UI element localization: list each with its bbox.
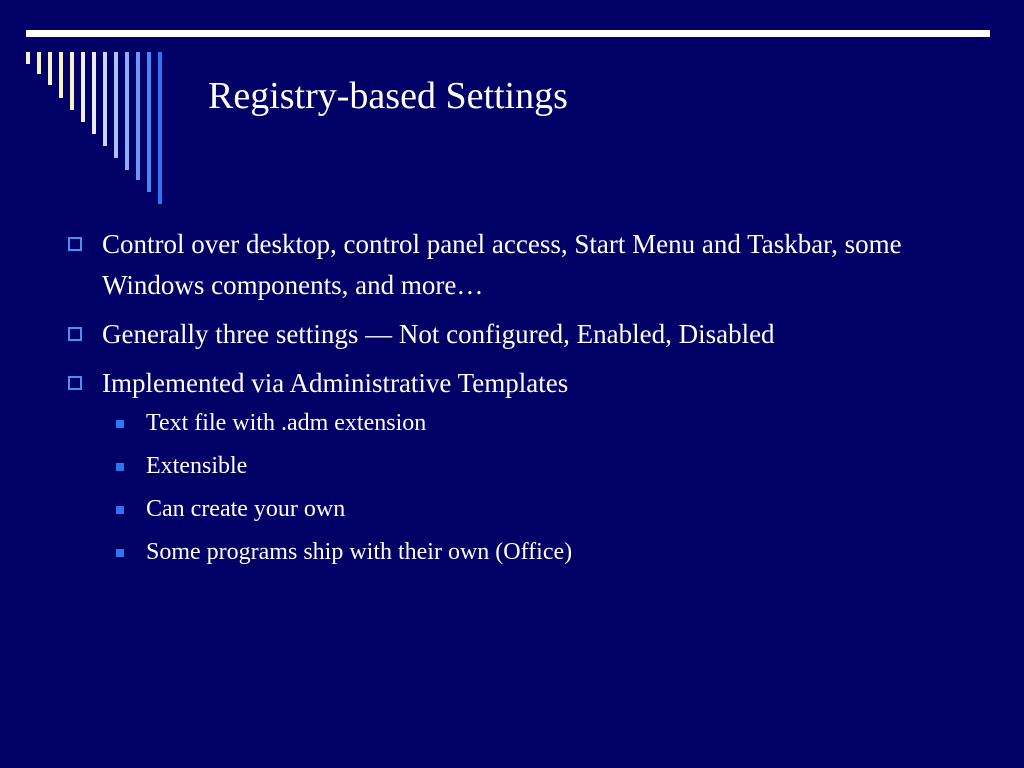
slide-title: Registry-based Settings (208, 75, 568, 117)
stripe (70, 52, 74, 110)
stripe (48, 52, 52, 85)
stripe (81, 52, 85, 122)
bullet-text: Generally three settings — Not configured, Enabled, Disabled (102, 319, 775, 349)
hollow-square-bullet-icon (68, 376, 82, 390)
stripe (37, 52, 41, 74)
sub-bullet-text: Some programs ship with their own (Office) (146, 539, 573, 565)
stripe (26, 52, 30, 64)
stripe (158, 52, 162, 204)
sub-bullet-text: Can create your own (146, 496, 346, 522)
stripe (103, 52, 107, 146)
filled-square-bullet-icon (116, 420, 124, 428)
stripe (59, 52, 63, 98)
stripe (92, 52, 96, 134)
stripe (125, 52, 129, 170)
filled-square-bullet-icon (116, 463, 124, 471)
sub-bullet-item (64, 494, 994, 525)
hollow-square-bullet-icon (68, 237, 82, 251)
sub-bullet-text: Extensible (146, 453, 248, 479)
sub-bullet-text: Text file with .adm extension (146, 410, 427, 436)
hollow-square-bullet-icon (68, 327, 82, 341)
top-rule (26, 30, 990, 37)
bullet-text: Control over desktop, control panel access, Start Menu and Taskbar, some Windows components, and more… (102, 229, 902, 300)
bullet-text: Implemented via Administrative Templates (102, 368, 569, 398)
stripe (147, 52, 151, 192)
sub-bullet-item (64, 537, 994, 568)
sub-bullet-item (64, 451, 994, 482)
bullet-item (64, 314, 994, 355)
bullet-list (64, 224, 994, 580)
filled-square-bullet-icon (116, 506, 124, 514)
bullet-item (64, 363, 994, 404)
bullet-item (64, 224, 994, 306)
sub-bullet-item (64, 408, 994, 439)
stripe (136, 52, 140, 180)
stripe (114, 52, 118, 158)
filled-square-bullet-icon (116, 549, 124, 557)
